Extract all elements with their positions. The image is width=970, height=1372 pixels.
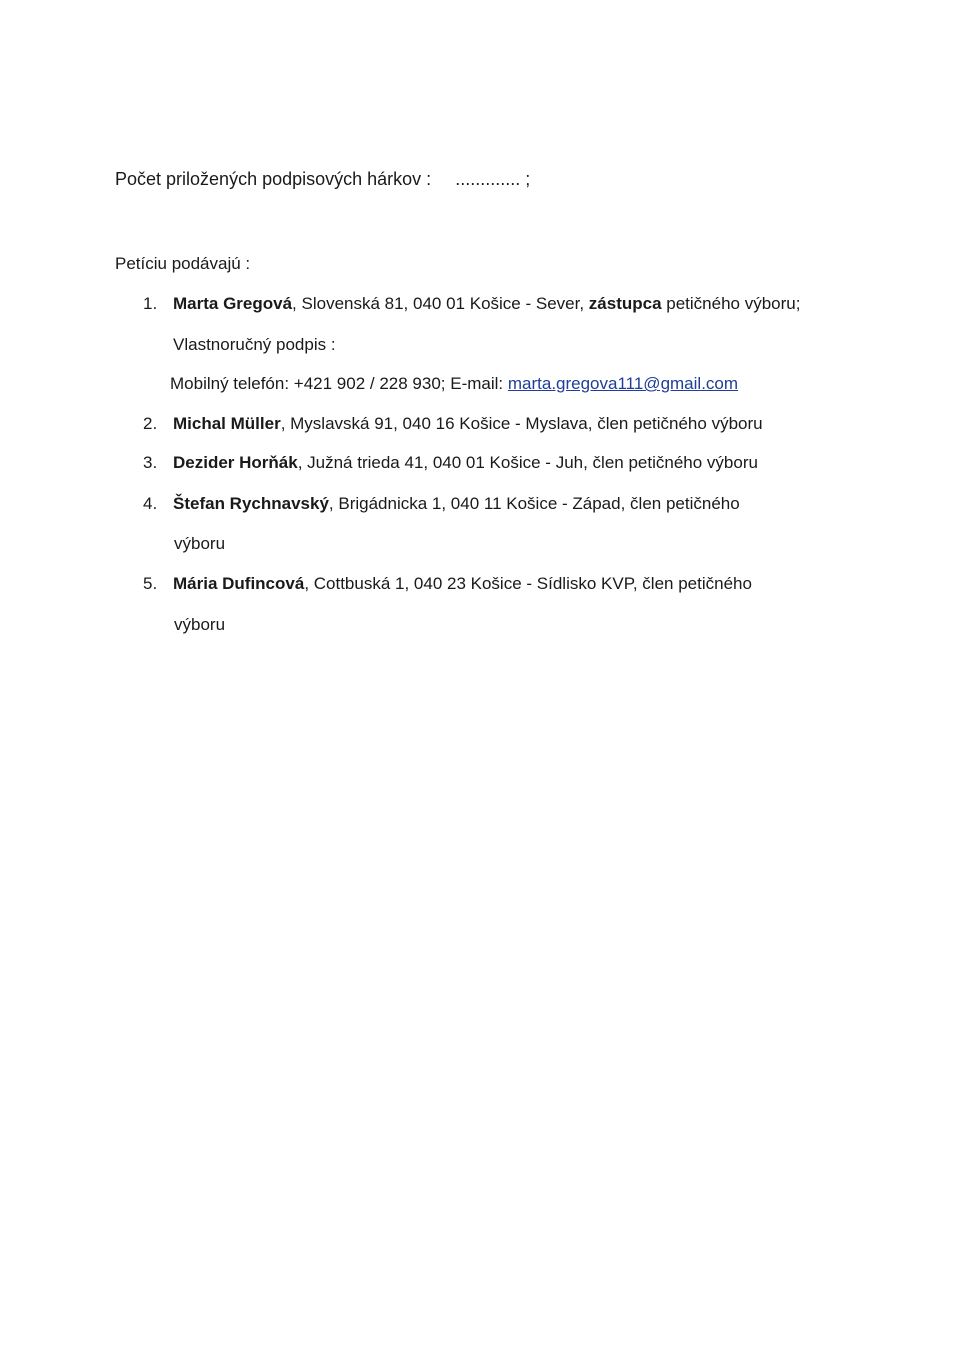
list-number: 5. bbox=[143, 574, 158, 593]
signature-label: Vlastnoručný podpis : bbox=[173, 335, 336, 354]
phone-label: Mobilný telefón: +421 902 / 228 930; E-mail: bbox=[170, 374, 508, 393]
sheet-count-label: Počet priložených podpisových hárkov : bbox=[115, 169, 432, 189]
petitioner-address: , Slovenská 81, 040 01 Košice - Sever, bbox=[292, 294, 589, 313]
petitioner-name: Štefan Rychnavský bbox=[173, 494, 329, 513]
list-number: 2. bbox=[143, 414, 158, 433]
email-link[interactable]: marta.gregova111@gmail.com bbox=[507, 374, 739, 393]
list-item bbox=[173, 294, 800, 314]
petitioner-details: , Cottbuská 1, 040 23 Košice - Sídlisko KVP, člen petičného bbox=[304, 574, 752, 593]
list-number: 3. bbox=[143, 453, 158, 472]
contact-line bbox=[170, 374, 738, 394]
list-item bbox=[173, 574, 752, 594]
petitioner-details: , Brigádnicka 1, 040 11 Košice - Západ, člen petičného bbox=[328, 494, 740, 513]
list-number: 1. bbox=[143, 294, 158, 313]
petitioner-role-rest: petičného výboru; bbox=[661, 294, 801, 313]
petitioner-details: , Myslavská 91, 040 16 Košice - Myslava, člen petičného výboru bbox=[280, 414, 763, 433]
sheet-count-line bbox=[115, 169, 530, 189]
list-item-continuation: výboru bbox=[174, 534, 226, 553]
list-number: 4. bbox=[143, 494, 158, 513]
sheet-count-value: ............. ; bbox=[455, 169, 531, 189]
list-item bbox=[173, 494, 740, 514]
petitioner-name: Marta Gregová bbox=[173, 294, 293, 313]
list-item-continuation: výboru bbox=[174, 615, 226, 634]
petitioner-name: Michal Müller bbox=[173, 414, 281, 433]
petitioner-name: Dezider Horňák bbox=[173, 453, 298, 472]
list-item bbox=[173, 414, 763, 434]
petitioner-name: Mária Dufincová bbox=[173, 574, 305, 593]
petitioner-role: zástupca bbox=[588, 294, 662, 313]
petitioners-heading: Petíciu podávajú : bbox=[115, 254, 251, 273]
list-item bbox=[173, 453, 758, 473]
petitioner-details: , Južná trieda 41, 040 01 Košice - Juh, člen petičného výboru bbox=[297, 453, 758, 472]
